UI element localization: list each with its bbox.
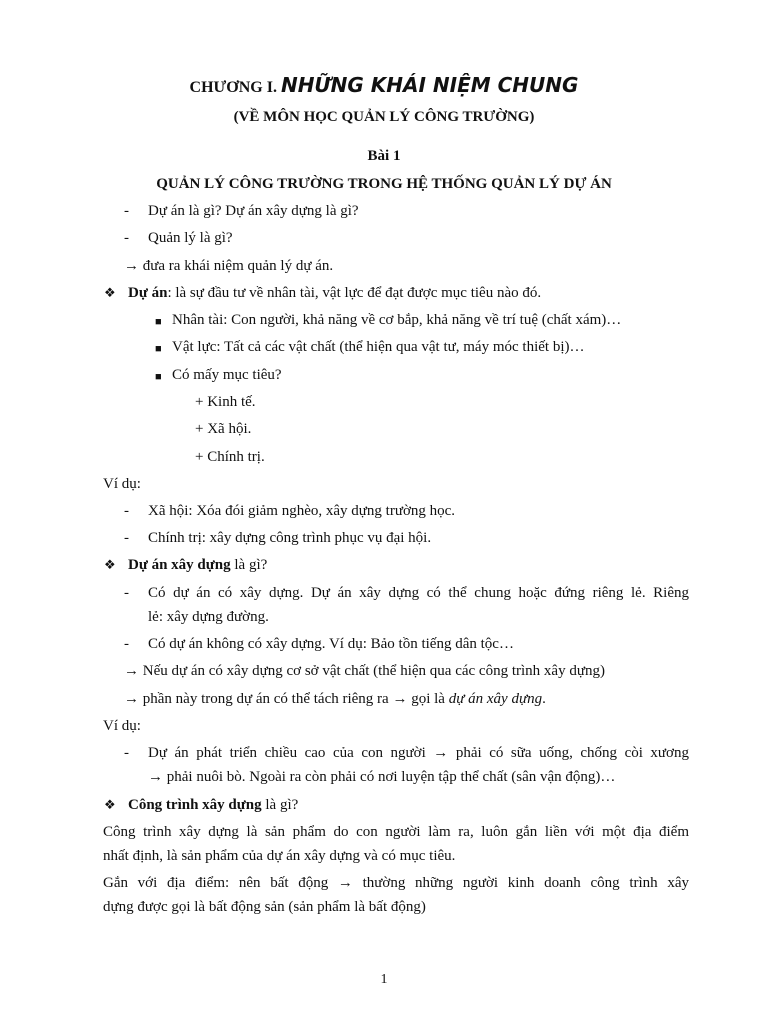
dash-bullet: - [124,636,129,652]
term-du-an-xay-dung: Dự án xây dựng [128,557,231,573]
term-du-an-xay-dung-italic: dự án xây dựng [448,691,543,707]
dash-bullet: - [124,585,129,601]
chapter-title: NHỮNG KHÁI NIỆM CHUNG [280,73,579,97]
lesson-number: Bài 1 [367,148,401,164]
example-society: Xã hội: Xóa đói giảm nghèo, xây dựng trường học. [148,503,456,519]
dash-bullet: - [124,530,129,546]
arrow-conclusion: → đưa ra khái niệm quản lý dự án. [124,258,334,274]
example-label: Ví dụ: [103,718,141,734]
paragraph-2-line2: dựng được gọi là bất động sản (sản phẩm là bất động) [103,899,426,915]
bullet-muc-tieu: Có mấy mục tiêu? [172,367,282,383]
heading-du-an-xay-dung [128,556,267,574]
arrow-note-1: → Nếu dự án có xây dựng cơ sở vật chất (thể hiện qua các công trình xây dựng) [124,663,605,679]
example-politics: Chính trị: xây dựng công trình phục vụ đại hội. [148,530,432,546]
lesson-title: QUẢN LÝ CÔNG TRƯỜNG TRONG HỆ THỐNG QUẢN LÝ DỰ ÁN [156,176,612,192]
question-2: Quản lý là gì? [148,230,233,246]
arrow-note-2-text: → phần này trong dự án có thể tách riêng ra → gọi là [124,691,449,707]
square-bullet: ■ [155,343,162,355]
diamond-bullet: ❖ [104,285,116,300]
dash-bullet: - [124,203,129,219]
non-construction-project: Có dự án không có xây dựng. Ví dụ: Bảo tồn tiếng dân tộc… [148,636,514,652]
term-cong-trinh-xay-dung: Công trình xây dựng [128,797,262,813]
chapter-heading [0,73,768,97]
page-number: 1 [380,972,388,987]
bullet-vat-luc: Vật lực: Tất cả các vật chất (thể hiện qua vật tư, máy móc thiết bị)… [172,339,585,355]
example-height-line2: → phải nuôi bò. Ngoài ra còn phải có nơi luyện tập thể chất (sân vận động)… [148,769,616,785]
paragraph-1-line1: Công trình xây dựng là sản phẩm do con người làm ra, luôn gắn liền với một địa điểm [103,824,689,840]
definition-du-an [128,284,541,302]
goal-politics: + Chính trị. [195,449,265,465]
term-du-an: Dự án [128,285,168,301]
diamond-bullet: ❖ [104,557,116,572]
goal-economy: + Kinh tế. [195,394,256,410]
dash-bullet: - [124,745,129,761]
example-height-line1: Dự án phát triển chiều cao của con người → phải có sữa uống, chống còi xương [148,745,689,761]
construction-project-line1: Có dự án có xây dựng. Dự án xây dựng có thể chung hoặc đứng riêng lẻ. Riêng [148,585,689,601]
square-bullet: ■ [155,371,162,383]
bullet-nhan-tai: Nhân tài: Con người, khả năng về cơ bắp, khả năng về trí tuệ (chất xám)… [172,312,622,328]
diamond-bullet: ❖ [104,797,116,812]
heading-cong-trinh [128,796,298,814]
paragraph-2-line1: Gắn với địa điểm: nên bất động → thường những người kinh doanh công trình xây [103,875,689,891]
example-label: Ví dụ: [103,476,141,492]
definition-text: : là sự đầu tư về nhân tài, vật lực để đạt được mục tiêu nào đó. [167,285,542,301]
dash-bullet: - [124,503,129,519]
arrow-note-2-end: . [542,691,546,707]
heading-rest: là gì? [230,557,268,573]
heading-rest: là gì? [261,797,299,813]
chapter-prefix: CHƯƠNG I. [189,79,277,96]
square-bullet: ■ [155,316,162,328]
question-1: Dự án là gì? Dự án xây dựng là gì? [148,203,359,219]
dash-bullet: - [124,230,129,246]
chapter-subtitle: (VỀ MÔN HỌC QUẢN LÝ CÔNG TRƯỜNG) [233,109,535,125]
construction-project-line2: lẻ: xây dựng đường. [148,609,269,625]
goal-society: + Xã hội. [195,421,252,437]
paragraph-1-line2: nhất định, là sản phẩm của dự án xây dựng và có mục tiêu. [103,848,456,864]
arrow-note-2 [124,690,546,708]
